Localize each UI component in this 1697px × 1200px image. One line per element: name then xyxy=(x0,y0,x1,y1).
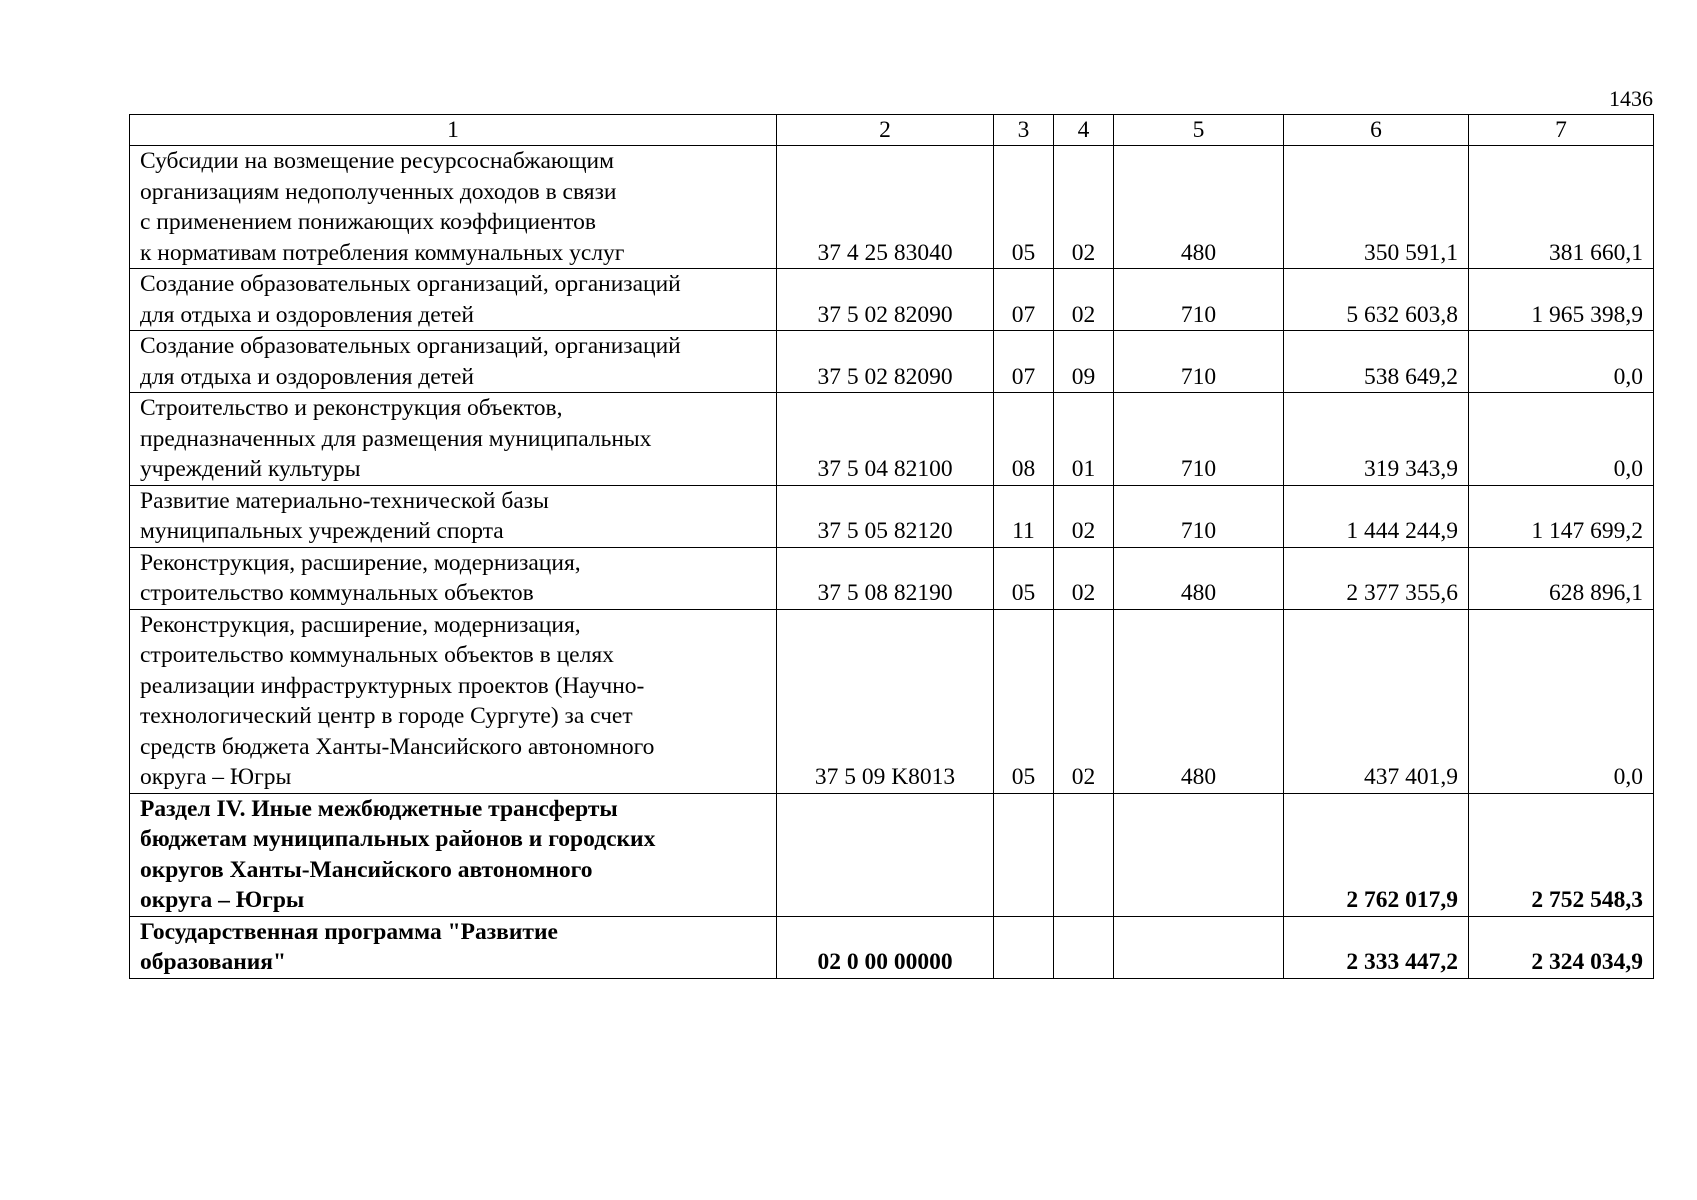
row-code: 37 5 08 82190 xyxy=(777,547,994,609)
header-col-3: 3 xyxy=(994,115,1054,146)
row-col-6: 2 333 447,2 xyxy=(1284,916,1469,978)
row-col-5: 710 xyxy=(1114,269,1284,331)
row-col-3: 07 xyxy=(994,269,1054,331)
row-col-4: 02 xyxy=(1054,609,1114,793)
table-row xyxy=(130,485,1654,547)
row-col-5 xyxy=(1114,916,1284,978)
row-col-4: 02 xyxy=(1054,485,1114,547)
row-col-7: 2 324 034,9 xyxy=(1469,916,1654,978)
table-row xyxy=(130,609,1654,793)
row-name: Реконструкция, расширение, модернизация, строительство коммунальных объектов в целях реализации инфраструктурных проектов (Научно- технологический центр в городе Сургуте) за счет средств бюджета Ханты-Мансийского автономного округа – Югры xyxy=(130,609,777,793)
row-name: Субсидии на возмещение ресурсоснабжающим организациям недополученных доходов в связи с применением понижающих коэффициентов к нормативам потребления коммунальных услуг xyxy=(130,146,777,269)
row-code: 02 0 00 00000 xyxy=(777,916,994,978)
row-name: Государственная программа "Развитие образования" xyxy=(130,916,777,978)
row-col-4: 09 xyxy=(1054,331,1114,393)
row-code: 37 5 04 82100 xyxy=(777,393,994,486)
row-code: 37 5 02 82090 xyxy=(777,331,994,393)
row-col-7: 0,0 xyxy=(1469,609,1654,793)
header-col-5: 5 xyxy=(1114,115,1284,146)
section-row xyxy=(130,793,1654,916)
row-col-5: 480 xyxy=(1114,547,1284,609)
row-col-5: 480 xyxy=(1114,146,1284,269)
row-col-7: 628 896,1 xyxy=(1469,547,1654,609)
row-col-7: 0,0 xyxy=(1469,331,1654,393)
header-col-4: 4 xyxy=(1054,115,1114,146)
header-col-1: 1 xyxy=(130,115,777,146)
row-col-7: 2 752 548,3 xyxy=(1469,793,1654,916)
table-row xyxy=(130,331,1654,393)
row-col-5: 710 xyxy=(1114,331,1284,393)
row-name: Строительство и реконструкция объектов, предназначенных для размещения муниципальных учреждений культуры xyxy=(130,393,777,486)
row-code: 37 5 09 K8013 xyxy=(777,609,994,793)
row-col-7: 381 660,1 xyxy=(1469,146,1654,269)
row-col-4 xyxy=(1054,916,1114,978)
row-col-6: 1 444 244,9 xyxy=(1284,485,1469,547)
row-name: Реконструкция, расширение, модернизация, строительство коммунальных объектов xyxy=(130,547,777,609)
row-col-5: 710 xyxy=(1114,485,1284,547)
row-col-3: 08 xyxy=(994,393,1054,486)
row-col-4 xyxy=(1054,793,1114,916)
table-row xyxy=(130,146,1654,269)
row-col-6: 2 762 017,9 xyxy=(1284,793,1469,916)
row-code: 37 4 25 83040 xyxy=(777,146,994,269)
row-col-7: 1 965 398,9 xyxy=(1469,269,1654,331)
row-code: 37 5 05 82120 xyxy=(777,485,994,547)
row-code: 37 5 02 82090 xyxy=(777,269,994,331)
table-row xyxy=(130,269,1654,331)
row-col-3: 05 xyxy=(994,547,1054,609)
row-col-6: 437 401,9 xyxy=(1284,609,1469,793)
row-col-5 xyxy=(1114,793,1284,916)
row-col-3 xyxy=(994,916,1054,978)
row-col-3: 07 xyxy=(994,331,1054,393)
row-col-6: 2 377 355,6 xyxy=(1284,547,1469,609)
row-col-3: 05 xyxy=(994,609,1054,793)
row-col-6: 319 343,9 xyxy=(1284,393,1469,486)
row-col-3 xyxy=(994,793,1054,916)
row-col-6: 5 632 603,8 xyxy=(1284,269,1469,331)
header-col-6: 6 xyxy=(1284,115,1469,146)
row-name: Развитие материально-технической базы муниципальных учреждений спорта xyxy=(130,485,777,547)
header-row xyxy=(130,115,1654,146)
row-col-4: 01 xyxy=(1054,393,1114,486)
row-col-4: 02 xyxy=(1054,146,1114,269)
row-name: Создание образовательных организаций, организаций для отдыха и оздоровления детей xyxy=(130,269,777,331)
row-col-4: 02 xyxy=(1054,547,1114,609)
row-col-6: 538 649,2 xyxy=(1284,331,1469,393)
row-col-5: 710 xyxy=(1114,393,1284,486)
table-row xyxy=(130,393,1654,486)
row-col-3: 05 xyxy=(994,146,1054,269)
row-col-7: 1 147 699,2 xyxy=(1469,485,1654,547)
program-row xyxy=(130,916,1654,978)
row-name: Создание образовательных организаций, организаций для отдыха и оздоровления детей xyxy=(130,331,777,393)
row-col-7: 0,0 xyxy=(1469,393,1654,486)
header-col-2: 2 xyxy=(777,115,994,146)
header-col-7: 7 xyxy=(1469,115,1654,146)
row-col-6: 350 591,1 xyxy=(1284,146,1469,269)
row-col-3: 11 xyxy=(994,485,1054,547)
table-row xyxy=(130,547,1654,609)
page-number: 1436 xyxy=(1609,86,1653,111)
row-name: Раздел IV. Иные межбюджетные трансферты бюджетам муниципальных районов и городских округов Ханты-Мансийского автономного округа – Югры xyxy=(130,793,777,916)
row-code xyxy=(777,793,994,916)
row-col-4: 02 xyxy=(1054,269,1114,331)
budget-table xyxy=(129,114,1654,979)
row-col-5: 480 xyxy=(1114,609,1284,793)
